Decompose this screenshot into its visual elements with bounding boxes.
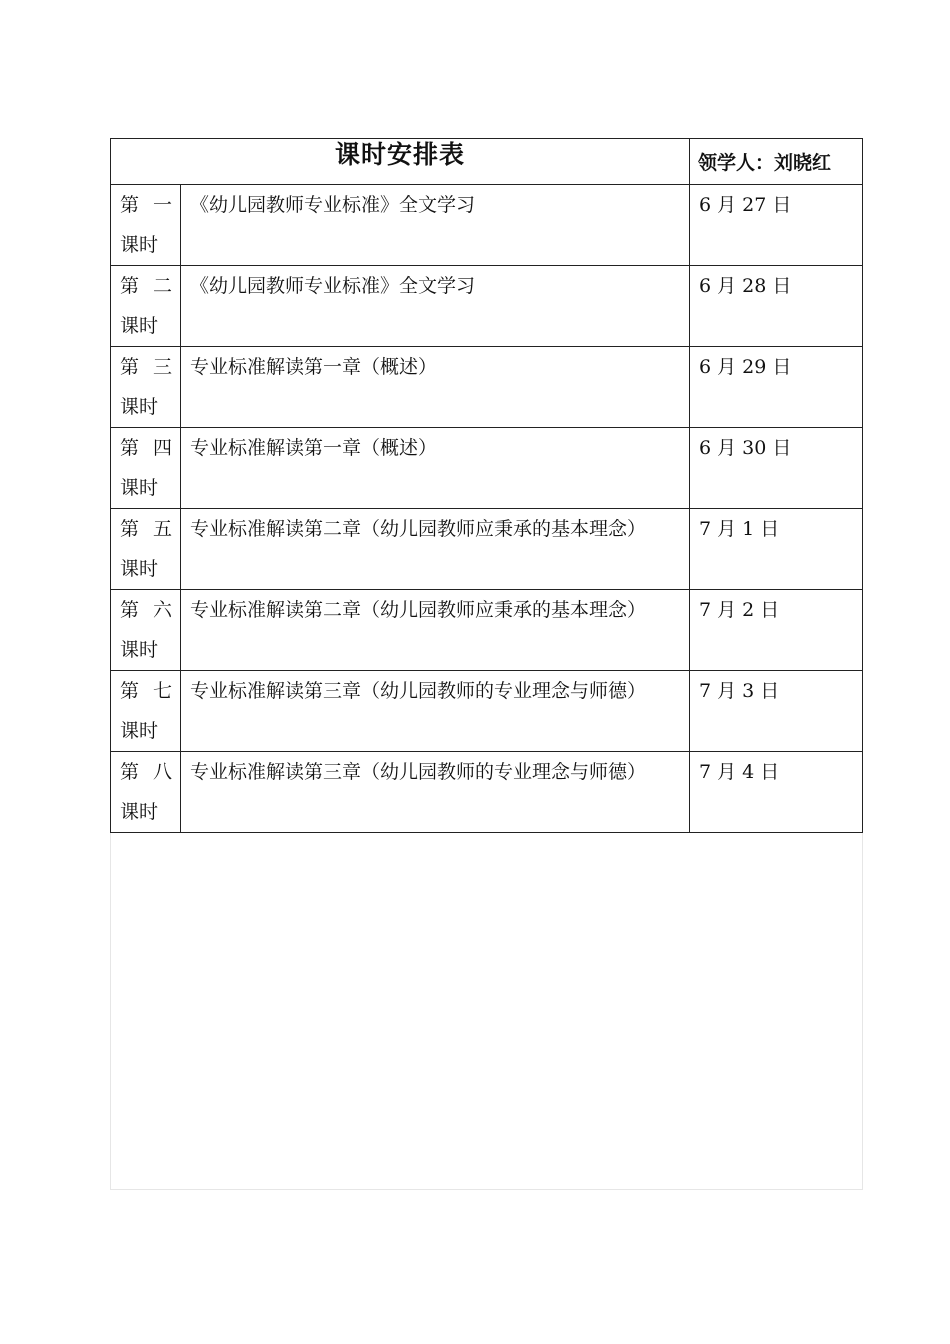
period-unit: 课时 <box>120 315 159 337</box>
period-unit: 课时 <box>120 396 159 418</box>
table-row <box>111 671 863 752</box>
table-row <box>111 185 863 266</box>
table-row <box>111 509 863 590</box>
content-cell: 《幼儿园教师专业标准》全文学习 <box>181 266 690 347</box>
period-cell <box>111 185 181 266</box>
date-cell: 6 月 28 日 <box>690 266 863 347</box>
period-number: 第 一 <box>120 194 172 216</box>
content-cell: 专业标准解读第二章（幼儿园教师应秉承的基本理念） <box>181 509 690 590</box>
content-cell: 专业标准解读第三章（幼儿园教师的专业理念与师德） <box>181 752 690 833</box>
period-number: 第 三 <box>120 356 172 378</box>
content-cell: 专业标准解读第三章（幼儿园教师的专业理念与师德） <box>181 671 690 752</box>
content-cell: 专业标准解读第一章（概述） <box>181 428 690 509</box>
period-cell <box>111 509 181 590</box>
period-unit: 课时 <box>120 477 159 499</box>
period-cell <box>111 590 181 671</box>
table-row <box>111 590 863 671</box>
period-cell <box>111 752 181 833</box>
date-cell: 7 月 4 日 <box>690 752 863 833</box>
period-number: 第 六 <box>120 599 172 621</box>
period-unit: 课时 <box>120 558 159 580</box>
table-header-row <box>111 139 863 185</box>
table-title: 课时安排表 <box>335 140 466 169</box>
date-cell: 6 月 29 日 <box>690 347 863 428</box>
content-cell: 专业标准解读第一章（概述） <box>181 347 690 428</box>
period-number: 第 四 <box>120 437 172 459</box>
period-number: 第 二 <box>120 275 172 297</box>
leader-label: 领学人：刘晓红 <box>698 152 832 174</box>
period-number: 第 五 <box>120 518 172 540</box>
period-cell <box>111 347 181 428</box>
period-unit: 课时 <box>120 801 159 823</box>
table-row <box>111 752 863 833</box>
period-number: 第 八 <box>120 761 172 783</box>
period-cell <box>111 671 181 752</box>
date-cell: 7 月 2 日 <box>690 590 863 671</box>
period-unit: 课时 <box>120 720 159 742</box>
schedule-table <box>110 138 863 833</box>
table-row <box>111 428 863 509</box>
period-unit: 课时 <box>120 639 159 661</box>
period-cell <box>111 266 181 347</box>
table-row <box>111 347 863 428</box>
content-cell: 专业标准解读第二章（幼儿园教师应秉承的基本理念） <box>181 590 690 671</box>
table-title-cell <box>111 139 690 185</box>
period-number: 第 七 <box>120 680 172 702</box>
table-row <box>111 266 863 347</box>
date-cell: 7 月 3 日 <box>690 671 863 752</box>
page-frame <box>110 831 863 1190</box>
date-cell: 6 月 30 日 <box>690 428 863 509</box>
period-cell <box>111 428 181 509</box>
content-cell: 《幼儿园教师专业标准》全文学习 <box>181 185 690 266</box>
date-cell: 6 月 27 日 <box>690 185 863 266</box>
period-unit: 课时 <box>120 234 159 256</box>
date-cell: 7 月 1 日 <box>690 509 863 590</box>
leader-cell <box>690 139 863 185</box>
